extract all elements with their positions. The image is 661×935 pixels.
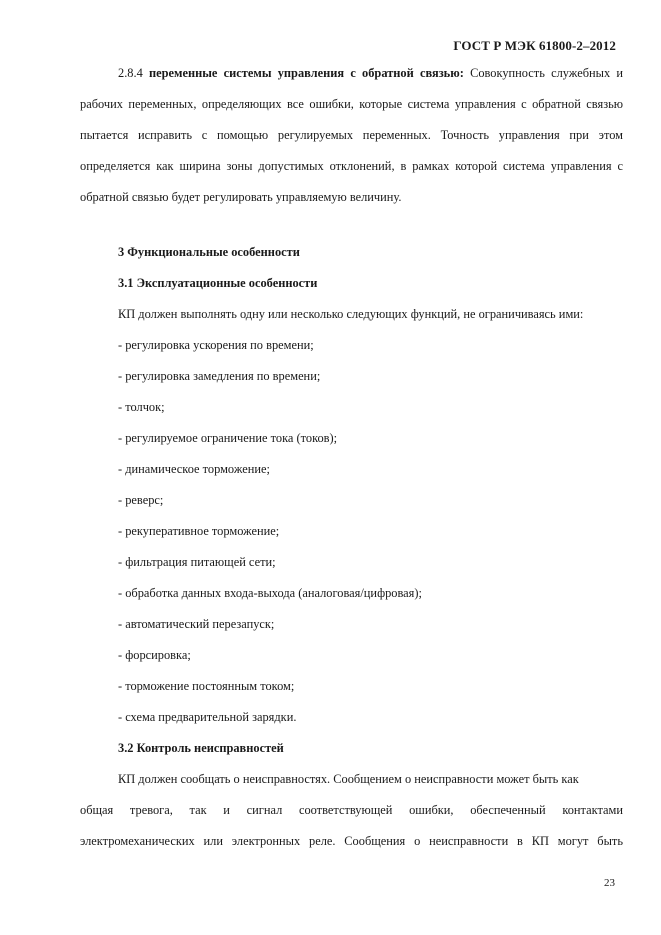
list-item: - форсировка;: [118, 648, 191, 662]
list-item: - толчок;: [118, 400, 165, 414]
fault-control-line: электромеханических или электронных реле. Сообщения о неисправности в КП могут быть: [80, 834, 623, 848]
functions-intro: КП должен выполнять одну или несколько следующих функций, не ограничиваясь ими:: [118, 307, 584, 321]
definition-text: Совокупность служебных и рабочих переменных, определяющих все ошибки, которые система управления с обратной связью пытается исправить с помощью регулируемых переменных. Точность управления при этом определяется как ширина зоны допустимых отклонений, в рамках которой система управления с обратной связью будет регулировать управляемую величину.: [80, 66, 624, 204]
spacer: [80, 213, 623, 237]
list-item: - фильтрация питающей сети;: [118, 555, 276, 569]
list-item: - торможение постоянным током;: [118, 679, 295, 693]
fault-control-line: общая тревога, так и сигнал соответствующей ошибки, обеспеченный контактами: [80, 803, 623, 817]
definition-number: 2.8.4: [118, 66, 143, 80]
list-item: - автоматический перезапуск;: [118, 617, 275, 631]
subsection-heading-fault-control: 3.2 Контроль неисправностей: [118, 741, 284, 755]
page-number: 23: [604, 877, 615, 889]
fault-control-line: КП должен сообщать о неисправностях. Сообщением о неисправности может быть как: [118, 772, 579, 786]
list-item: - схема предварительной зарядки.: [118, 710, 297, 724]
page-content: [80, 58, 623, 857]
section-heading: 3 Функциональные особенности: [118, 245, 300, 259]
definition-paragraph: [80, 58, 623, 213]
list-item: - реверс;: [118, 493, 164, 507]
list-item: - регулируемое ограничение тока (токов);: [118, 431, 338, 445]
list-item: - динамическое торможение;: [118, 462, 270, 476]
document-header: ГОСТ Р МЭК 61800-2–2012: [453, 38, 616, 53]
list-item: - обработка данных входа-выхода (аналоговая/цифровая);: [118, 586, 422, 600]
subsection-heading-operational: 3.1 Эксплуатационные особенности: [118, 276, 318, 290]
definition-term: переменные системы управления с обратной связью:: [149, 66, 464, 80]
list-item: - рекуперативное торможение;: [118, 524, 280, 538]
list-item: - регулировка ускорения по времени;: [118, 338, 314, 352]
list-item: - регулировка замедления по времени;: [118, 369, 321, 383]
